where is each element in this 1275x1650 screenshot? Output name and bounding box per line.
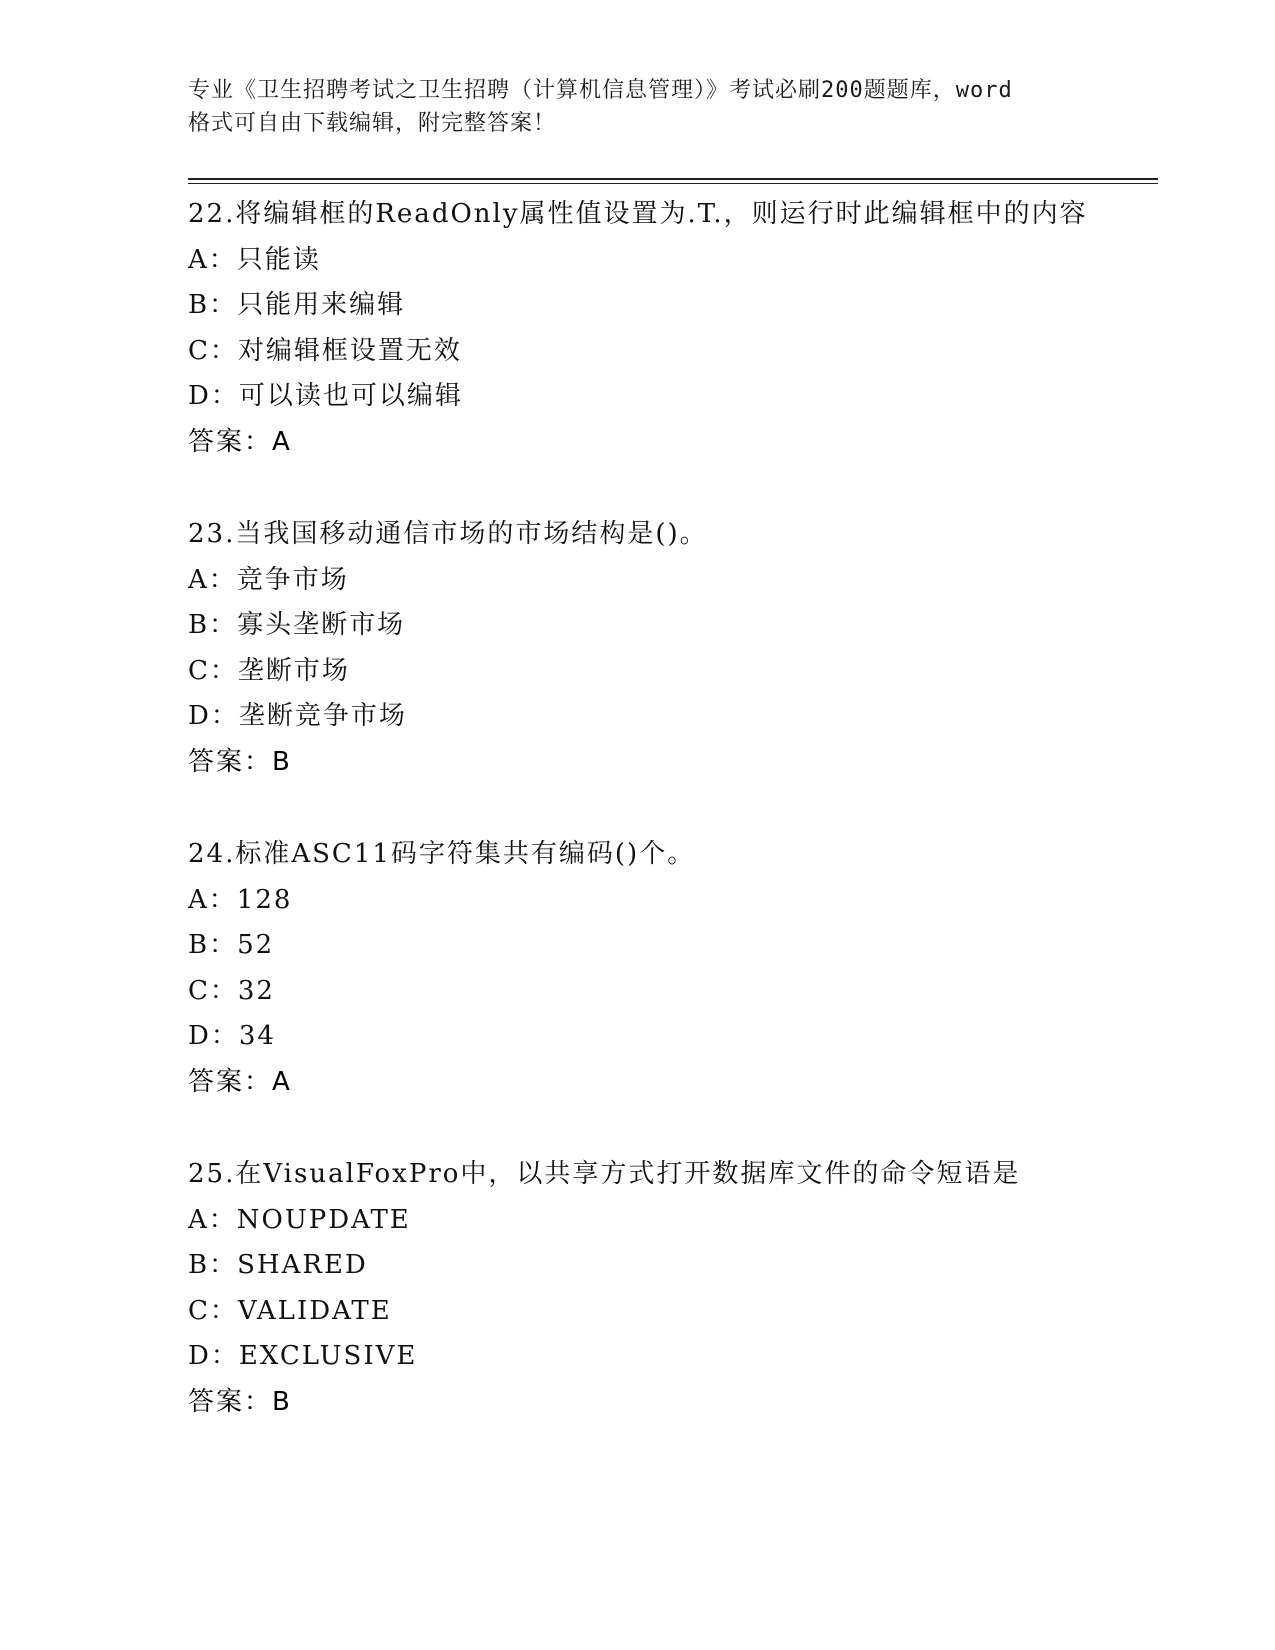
option-d: D：EXCLUSIVE [188,1341,418,1371]
option-b: B：52 [188,930,275,960]
option-d: D：可以读也可以编辑 [188,381,463,411]
answer: 答案：B [188,746,292,777]
header-line-1: 专业《卫生招聘考试之卫生招聘（计算机信息管理）》考试必刷200题题库，word [188,78,1013,103]
option-a: A：只能读 [188,244,321,275]
question-25 [188,1152,1088,1425]
header-divider-thick [188,178,1158,180]
option-a: A：竞争市场 [188,564,349,595]
question-list [188,192,1088,1472]
option-a: A：128 [188,884,293,915]
option-d: D：34 [188,1021,276,1051]
option-d: D：垄断竞争市场 [188,701,407,731]
option-a: A：NOUPDATE [188,1204,411,1235]
header-divider-thin [188,183,1158,184]
option-c: C：32 [188,975,275,1006]
question-23 [188,512,1088,785]
question-22 [188,192,1088,465]
question-stem: 25.在VisualFoxPro中，以共享方式打开数据库文件的命令短语是 [188,1159,1021,1189]
option-b: B：寡头垄断市场 [188,610,406,640]
question-24 [188,832,1088,1105]
option-c: C：对编辑框设置无效 [188,335,462,366]
question-stem: 22.将编辑框的ReadOnly属性值设置为.T.，则运行时此编辑框中的内容 [188,199,1088,229]
question-stem: 23.当我国移动通信市场的市场结构是()。 [188,519,708,549]
answer: 答案：A [188,1066,292,1097]
document-header [188,74,1088,140]
option-c: C：VALIDATE [188,1295,392,1326]
header-line-2: 格式可自由下载编辑，附完整答案！ [188,111,557,136]
answer: 答案：B [188,1386,292,1417]
answer: 答案：A [188,426,292,457]
option-b: B：只能用来编辑 [188,290,406,320]
question-stem: 24.标准ASC11码字符集共有编码()个。 [188,839,696,869]
option-b: B：SHARED [188,1250,368,1280]
option-c: C：垄断市场 [188,655,350,686]
